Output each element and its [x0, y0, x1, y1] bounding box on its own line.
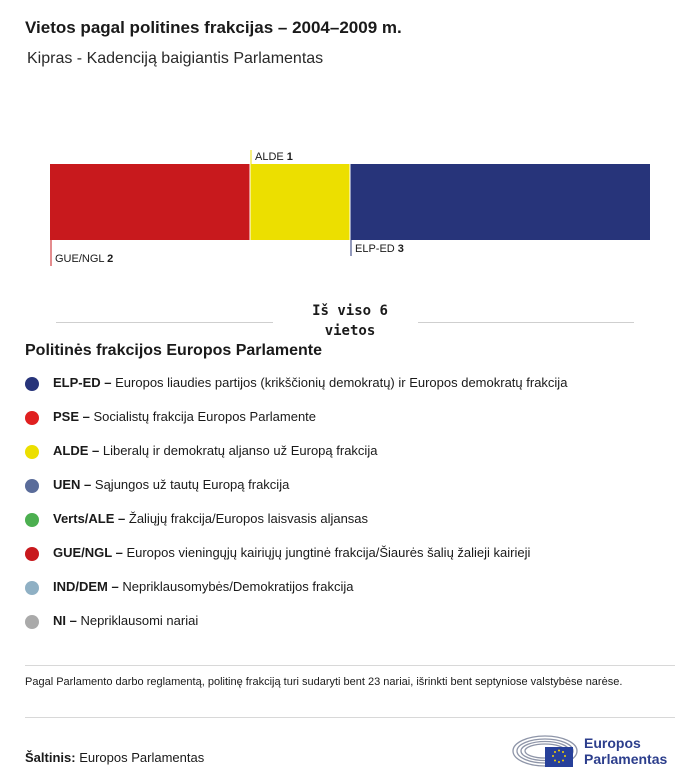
legend-desc: Nepriklausomi nariai [76, 613, 199, 628]
legend-text [53, 612, 198, 630]
logo-line2: Parlamentas [584, 751, 668, 767]
legend-dot [25, 377, 39, 391]
legend-item [25, 610, 685, 644]
legend-abbr: Verts/ALE – [53, 511, 126, 526]
total-seats-line1: Iš viso 6 [312, 303, 388, 319]
source-value: Europos Parlamentas [79, 750, 205, 765]
source-line [25, 750, 204, 765]
legend-dot [25, 581, 39, 595]
data-label: GUE/NGL 2 [55, 253, 114, 265]
legend-dot [25, 513, 39, 527]
logo-text [584, 735, 667, 767]
legend-abbr: PSE – [53, 409, 90, 424]
legend-desc: Socialistų frakcija Europos Parlamente [89, 409, 317, 424]
legend-item [25, 440, 685, 474]
legend-text [53, 510, 368, 528]
note-text: Pagal Parlamento darbo reglamentą, politinę frakciją turi sudaryti bent 23 nariai, išrinkti bent septyniose valstybėse narėse. [25, 676, 623, 688]
legend-desc: Sąjungos už tautų Europą frakcija [91, 477, 290, 492]
note-divider-top [25, 665, 675, 666]
legend-text [53, 408, 316, 426]
legend-abbr: ALDE – [53, 443, 100, 458]
legend-item [25, 542, 685, 576]
data-label: ELP-ED 3 [355, 243, 404, 255]
parliament-hemicycle-icon [512, 727, 582, 771]
source-label: Šaltinis: [25, 750, 76, 765]
legend-item [25, 576, 685, 610]
legend-desc: Nepriklausomybės/Demokratijos frakcija [118, 579, 354, 594]
legend-text [53, 374, 567, 392]
legend-desc: Liberalų ir demokratų aljanso už Europą frakcija [99, 443, 378, 458]
legend-desc: Europos vieningųjų kairiųjų jungtinė frakcija/Šiaurės šalių žalieji kairieji [122, 545, 531, 560]
total-seats-line2: vietos [324, 323, 376, 339]
legend-desc: Žaliųjų frakcija/Europos laisvasis aljansas [125, 511, 369, 526]
total-seats-label [300, 301, 400, 341]
legend-desc: Europos liaudies partijos (krikščionių demokratų) ir Europos demokratų frakcija [111, 375, 568, 390]
legend-text [53, 442, 377, 460]
legend-title: Politinės frakcijos Europos Parlamente [25, 342, 322, 359]
bar-segment-gue-ngl [50, 164, 250, 240]
total-divider-left [56, 322, 273, 323]
legend-abbr: NI – [53, 613, 77, 628]
legend-item [25, 508, 685, 542]
total-divider-right [418, 322, 634, 323]
legend-text [53, 544, 530, 562]
legend-dot [25, 411, 39, 425]
bar-segment-alde [250, 164, 350, 240]
legend-dot [25, 479, 39, 493]
legend-text [53, 578, 354, 596]
bar-segment-elp-ed [350, 164, 650, 240]
legend-item [25, 474, 685, 508]
european-parliament-logo [512, 727, 682, 771]
legend-abbr: UEN – [53, 477, 92, 492]
logo-line1: Europos [584, 735, 641, 751]
data-label: ALDE 1 [255, 151, 293, 163]
chart-title: Vietos pagal politines frakcijas – 2004–2009 m. [25, 18, 402, 37]
legend-item [25, 406, 685, 440]
legend-abbr: GUE/NGL – [53, 545, 123, 560]
legend-abbr: IND/DEM – [53, 579, 119, 594]
chart-subtitle: Kipras - Kadenciją baigiantis Parlamentas [27, 50, 324, 67]
legend [25, 372, 685, 644]
stacked-bar-chart [0, 140, 700, 280]
legend-dot [25, 615, 39, 629]
legend-item [25, 372, 685, 406]
legend-text [53, 476, 289, 494]
legend-dot [25, 445, 39, 459]
note-divider-bottom [25, 717, 675, 718]
legend-dot [25, 547, 39, 561]
legend-abbr: ELP-ED – [53, 375, 112, 390]
